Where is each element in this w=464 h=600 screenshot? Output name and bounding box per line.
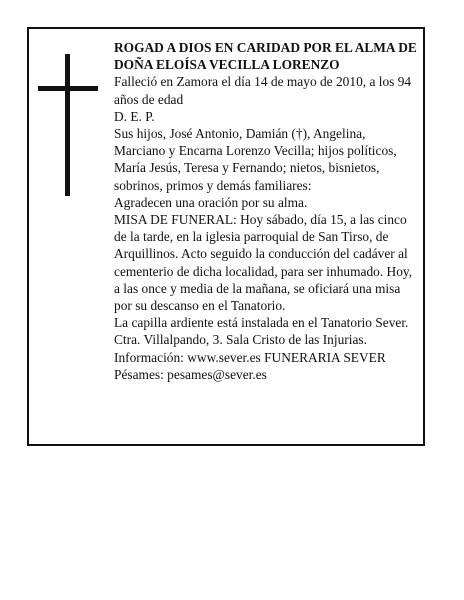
information-line: Información: www.sever.es FUNERARIA SEVER: [114, 349, 386, 365]
death-info: Falleció en Zamora el día 14 de mayo de 2010, a los 94 años de edad: [114, 74, 412, 107]
rip-line: D. E. P.: [114, 108, 155, 124]
cross-vertical-bar: [65, 54, 70, 196]
thanks-line: Agradecen una oración por su alma.: [114, 194, 308, 210]
obituary-text: [114, 39, 420, 383]
deceased-name: DOÑA ELOÍSA VECILLA LORENZO: [114, 57, 340, 73]
condolences-line: Pésames: pesames@sever.es: [114, 366, 267, 382]
family-list: Sus hijos, José Antonio, Damián (†), Angelina, Marciano y Encarna Lorenzo Vecilla; hijos políticos, María Jesús, Teresa y Fernando; nietos, bisnietos, sobrinos, primos y demás familiares:: [114, 126, 397, 193]
heading-prayer: ROGAD A DIOS EN CARIDAD POR EL ALMA DE: [114, 40, 417, 55]
cross-horizontal-bar: [38, 86, 98, 91]
funeral-details: MISA DE FUNERAL: Hoy sábado, día 15, a las cinco de la tarde, en la iglesia parroquial de San Tirso, de Arquillinos. Acto seguido la conducción del cadáver al cementerio de dicha localidad, para ser inhumado. Hoy, a las once y media de la mañana, se oficiará una misa por su descanso en el Tanatorio.: [114, 212, 413, 314]
chapel-info: La capilla ardiente está instalada en el Tanatorio Sever. Ctra. Villalpando, 3. Sala Cristo de las Injurias.: [114, 315, 409, 348]
